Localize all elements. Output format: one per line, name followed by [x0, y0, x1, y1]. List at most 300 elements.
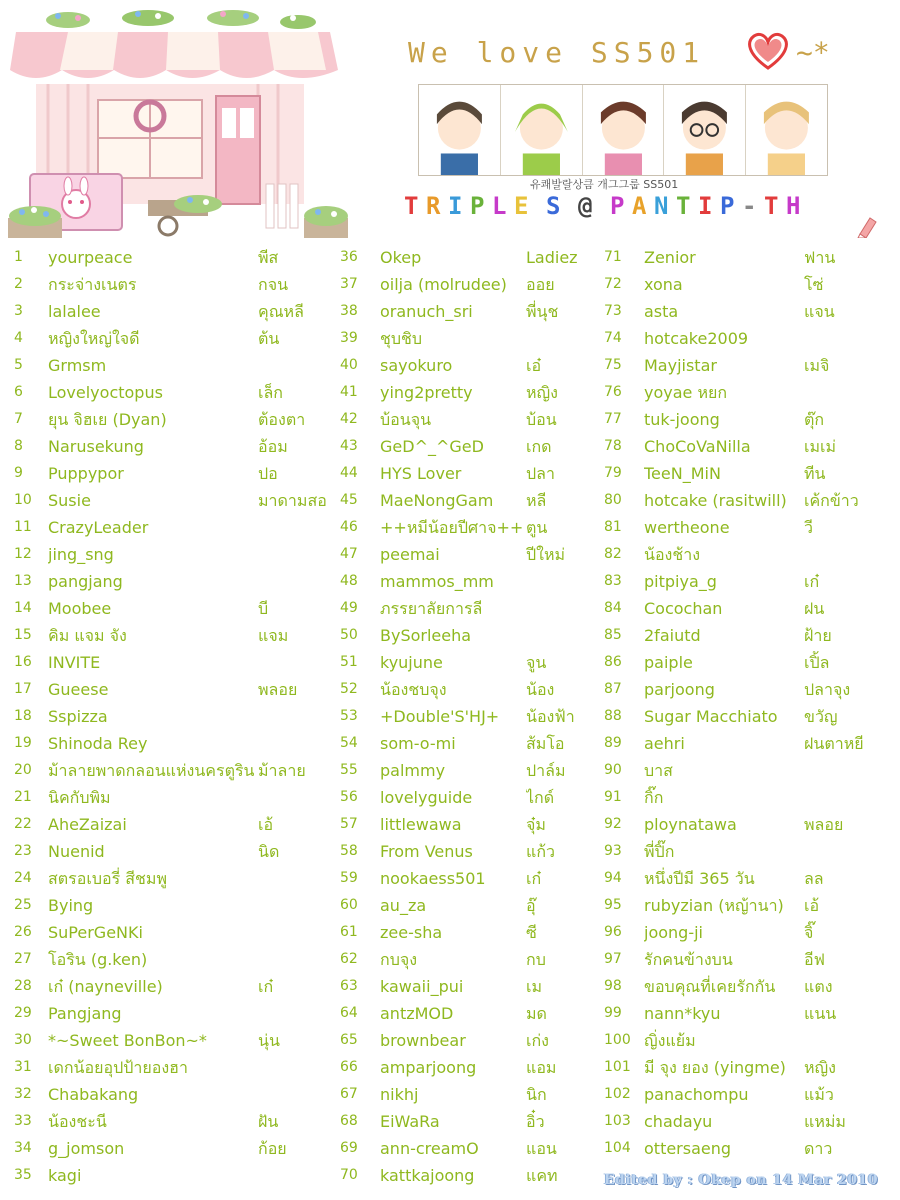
member-nickname: ก้อย: [258, 1139, 287, 1158]
member-name: Sugar Macchiato: [644, 707, 778, 726]
member-name: tuk-joong: [644, 410, 720, 429]
member-nickname: ปลาจุง: [804, 680, 851, 699]
member-nickname: นุ่น: [258, 1031, 280, 1050]
member-name: กระจ่างเนตร: [48, 275, 137, 294]
member-nickname: เปิ้ล: [804, 653, 830, 672]
member-number: 34: [14, 1140, 32, 1156]
list-item: [602, 973, 900, 1000]
member-number: 13: [14, 573, 32, 589]
member-name: หญิงใหญ่ใจดี: [48, 329, 140, 348]
portrait-3: [583, 85, 665, 175]
member-number: 61: [340, 924, 358, 940]
member-name: Narusekung: [48, 437, 144, 456]
banner-letter: -: [742, 192, 760, 220]
list-item: [602, 757, 900, 784]
member-name: ญิ่งแย้ม: [644, 1031, 696, 1050]
member-nickname: แก้ว: [526, 842, 555, 861]
member-number: 18: [14, 708, 32, 724]
list-item: [602, 433, 900, 460]
list-item: [602, 919, 900, 946]
member-name: mammos_mm: [380, 572, 494, 591]
member-nickname: ปีใหม่: [526, 545, 566, 564]
member-nickname: แคท: [526, 1166, 558, 1185]
member-name: rubyzian (หญ้านา): [644, 896, 784, 915]
member-name: ChoCoVaNilla: [644, 437, 751, 456]
list-item: [340, 703, 602, 730]
member-name: ขอบคุณที่เคยรักกัน: [644, 977, 776, 996]
member-name: Susie: [48, 491, 91, 510]
member-number: 23: [14, 843, 32, 859]
member-number: 33: [14, 1113, 32, 1129]
member-name: น้องช้าง: [644, 545, 701, 564]
member-number: 14: [14, 600, 32, 616]
member-name: Gueese: [48, 680, 109, 699]
member-nickname: ตูน: [526, 518, 548, 537]
list-item: [0, 919, 340, 946]
member-name: sayokuro: [380, 356, 453, 375]
member-name: Okep: [380, 248, 422, 267]
list-item: [602, 1054, 900, 1081]
list-item: [0, 325, 340, 352]
member-number: 63: [340, 978, 358, 994]
member-name: kawaii_pui: [380, 977, 464, 996]
member-name: เก๋ (nayneville): [48, 977, 163, 996]
member-nickname: บ้อน: [526, 410, 557, 429]
member-number: 96: [604, 924, 622, 940]
member-number: 27: [14, 951, 32, 967]
list-item: [340, 784, 602, 811]
member-name: yoyae หยก: [644, 383, 728, 402]
member-nickname: ดาว: [804, 1139, 833, 1158]
member-name: ยุน จิฮเย (Dyan): [48, 410, 167, 429]
member-number: 80: [604, 492, 622, 508]
member-name: 2faiutd: [644, 626, 701, 645]
member-number: 24: [14, 870, 32, 886]
list-item: [602, 487, 900, 514]
member-nickname: ฟาน: [804, 248, 836, 267]
list-item: [340, 757, 602, 784]
member-name: peemai: [380, 545, 440, 564]
member-name: joong-ji: [644, 923, 703, 942]
list-item: [602, 730, 900, 757]
list-item: [0, 784, 340, 811]
banner-letter: P: [610, 192, 628, 220]
member-name: amparjoong: [380, 1058, 477, 1077]
list-item: [0, 487, 340, 514]
member-number: 73: [604, 303, 622, 319]
member-number: 30: [14, 1032, 32, 1048]
members-portrait-strip: [418, 84, 828, 176]
member-number: 82: [604, 546, 622, 562]
list-item: [602, 784, 900, 811]
member-number: 7: [14, 411, 23, 427]
member-number: 81: [604, 519, 622, 535]
list-item: [602, 541, 900, 568]
member-number: 75: [604, 357, 622, 373]
member-name: SuPerGeNKi: [48, 923, 143, 942]
member-nickname: แตง: [804, 977, 833, 996]
member-number: 89: [604, 735, 622, 751]
member-nickname: เม: [526, 977, 543, 996]
member-nickname: กบ: [526, 950, 546, 969]
member-nickname: เมจิ: [804, 356, 830, 375]
member-number: 93: [604, 843, 622, 859]
banner-letter: N: [654, 192, 672, 220]
member-number: 39: [340, 330, 358, 346]
list-item: [0, 973, 340, 1000]
member-nickname: เก๋: [258, 977, 274, 996]
member-number: 35: [14, 1167, 32, 1183]
list-item: [0, 892, 340, 919]
list-item: [0, 811, 340, 838]
list-item: [0, 1054, 340, 1081]
awning: [10, 32, 338, 78]
member-name: Bying: [48, 896, 94, 915]
member-name: Zenior: [644, 248, 696, 267]
list-item: [340, 460, 602, 487]
member-nickname: เมเม่: [804, 437, 837, 456]
list-item: [0, 676, 340, 703]
member-name: lovelyguide: [380, 788, 473, 807]
member-number: 72: [604, 276, 622, 292]
member-name: asta: [644, 302, 679, 321]
list-item: [340, 379, 602, 406]
member-nickname: คุณหลี: [258, 302, 304, 321]
member-number: 3: [14, 303, 23, 319]
member-number: 49: [340, 600, 358, 616]
member-nickname: ฝนตาหยี: [804, 734, 864, 753]
list-item: [602, 1000, 900, 1027]
member-nickname: หญิง: [804, 1058, 836, 1077]
banner-letter: I: [698, 192, 716, 220]
list-item: [340, 865, 602, 892]
member-name: Puppypor: [48, 464, 124, 483]
member-nickname: ฝน: [804, 599, 825, 618]
list-item: [0, 1162, 340, 1189]
member-name: ying2pretty: [380, 383, 473, 402]
member-name: xona: [644, 275, 683, 294]
member-name: yourpeace: [48, 248, 133, 267]
member-name: AheZaizai: [48, 815, 127, 834]
list-item: [602, 568, 900, 595]
member-name: TeeN_MiN: [644, 464, 721, 483]
member-name: คิม แจม จัง: [48, 626, 127, 645]
list-item: [602, 865, 900, 892]
member-number: 20: [14, 762, 32, 778]
list-item: [602, 811, 900, 838]
member-number: 101: [604, 1059, 631, 1075]
member-name: oranuch_sri: [380, 302, 473, 321]
list-item: [0, 1081, 340, 1108]
member-number: 45: [340, 492, 358, 508]
member-nickname: น้อง: [526, 680, 555, 699]
list-item: [0, 1108, 340, 1135]
page-title: We love SS501: [408, 36, 706, 69]
member-number: 102: [604, 1086, 631, 1102]
list-item: [340, 298, 602, 325]
banner-letter: H: [786, 192, 804, 220]
list-item: [340, 622, 602, 649]
member-number: 44: [340, 465, 358, 481]
banner-letter: P: [720, 192, 738, 220]
member-number: 94: [604, 870, 622, 886]
member-nickname: พีส: [258, 248, 279, 267]
list-item: [0, 298, 340, 325]
list-item: [0, 271, 340, 298]
member-nickname: ต้องตา: [258, 410, 306, 429]
list-item: [340, 568, 602, 595]
triples-banner: [404, 192, 874, 232]
member-number: 99: [604, 1005, 622, 1021]
list-item: [602, 244, 900, 271]
member-nickname: แอน: [526, 1139, 557, 1158]
member-number: 100: [604, 1032, 631, 1048]
member-name: บ้อนจุน: [380, 410, 432, 429]
member-number: 43: [340, 438, 358, 454]
member-number: 4: [14, 330, 23, 346]
banner-letter: T: [764, 192, 782, 220]
member-name: รักคนข้างบน: [644, 950, 733, 969]
member-number: 36: [340, 249, 358, 265]
member-name: g_jomson: [48, 1139, 125, 1158]
member-number: 22: [14, 816, 32, 832]
member-number: 38: [340, 303, 358, 319]
member-number: 16: [14, 654, 32, 670]
member-name: CrazyLeader: [48, 518, 149, 537]
list-item: [340, 406, 602, 433]
banner-letter: E: [514, 192, 532, 220]
member-name: jing_sng: [48, 545, 114, 564]
member-nickname: แม้ว: [804, 1085, 834, 1104]
member-name: hotcake2009: [644, 329, 749, 348]
member-name: palmmy: [380, 761, 446, 780]
member-nickname: นิด: [258, 842, 280, 861]
list-item: [602, 838, 900, 865]
member-nickname: หลี: [526, 491, 547, 510]
member-nickname: ลล: [804, 869, 824, 888]
member-name: ม้าลายพาดกลอนแห่งนครตูริน: [48, 761, 254, 780]
roof-flowers: [46, 10, 316, 29]
list-item: [340, 1162, 602, 1189]
member-number: 68: [340, 1113, 358, 1129]
member-number: 74: [604, 330, 622, 346]
list-item: [0, 244, 340, 271]
list-item: [0, 703, 340, 730]
member-number: 92: [604, 816, 622, 832]
member-name: หนึ่งปีมี 365 วัน: [644, 869, 755, 888]
member-number: 47: [340, 546, 358, 562]
member-number: 103: [604, 1113, 631, 1129]
member-number: 57: [340, 816, 358, 832]
member-nickname: เก่ง: [526, 1031, 549, 1050]
member-nickname: เกด: [526, 437, 552, 456]
member-nickname: จูน: [526, 653, 547, 672]
list-item: [602, 325, 900, 352]
list-item: [602, 352, 900, 379]
member-number: 32: [14, 1086, 32, 1102]
heart-icon: [744, 28, 792, 72]
member-number: 76: [604, 384, 622, 400]
banner-letter: A: [632, 192, 650, 220]
member-nickname: พี่นุช: [526, 302, 559, 321]
member-number: 6: [14, 384, 23, 400]
member-number: 58: [340, 843, 358, 859]
member-number: 90: [604, 762, 622, 778]
member-number: 84: [604, 600, 622, 616]
member-nickname: เล็ก: [258, 383, 283, 402]
member-number: 42: [340, 411, 358, 427]
member-name: ann-creamO: [380, 1139, 479, 1158]
list-item: [602, 649, 900, 676]
member-name: ชุบชิบ: [380, 329, 423, 348]
member-name: antzMOD: [380, 1004, 454, 1023]
list-item: [340, 325, 602, 352]
member-list-column-3: [602, 244, 900, 1162]
member-number: 88: [604, 708, 622, 724]
list-item: [340, 487, 602, 514]
member-number: 8: [14, 438, 23, 454]
member-name: Chabakang: [48, 1085, 139, 1104]
banner-letter: @: [578, 192, 596, 220]
member-name: INVITE: [48, 653, 101, 672]
list-item: [602, 271, 900, 298]
list-item: [340, 244, 602, 271]
member-nickname: แอม: [526, 1058, 557, 1077]
member-number: 10: [14, 492, 32, 508]
member-name: ploynatawa: [644, 815, 737, 834]
list-item: [340, 892, 602, 919]
member-number: 1: [14, 249, 23, 265]
banner-letter: L: [492, 192, 510, 220]
member-name: *~Sweet BonBon~*: [48, 1031, 207, 1050]
member-number: 2: [14, 276, 23, 292]
member-number: 21: [14, 789, 32, 805]
member-number: 31: [14, 1059, 32, 1075]
member-number: 52: [340, 681, 358, 697]
member-name: zee-sha: [380, 923, 443, 942]
member-name: นิคกับพิม: [48, 788, 111, 807]
list-item: [0, 568, 340, 595]
member-name: MaeNongGam: [380, 491, 494, 510]
member-number: 86: [604, 654, 622, 670]
member-number: 46: [340, 519, 358, 535]
list-item: [0, 595, 340, 622]
list-item: [0, 946, 340, 973]
member-name: BySorleeha: [380, 626, 472, 645]
member-number: 66: [340, 1059, 358, 1075]
list-item: [602, 1081, 900, 1108]
member-number: 70: [340, 1167, 358, 1183]
member-nickname: Ladiez: [526, 248, 578, 267]
member-name: kyujune: [380, 653, 443, 672]
member-nickname: วี: [804, 518, 813, 537]
member-name: ภรรยาลัยการลี: [380, 599, 483, 618]
member-name: มี จุง ยอง (yingme): [644, 1058, 786, 1077]
member-name: Cocochan: [644, 599, 723, 618]
member-number: 41: [340, 384, 358, 400]
member-name: som-o-mi: [380, 734, 456, 753]
member-nickname: พลอย: [258, 680, 298, 699]
list-item: [340, 919, 602, 946]
crayon-icon: [856, 214, 878, 238]
member-name: น้องชะนี: [48, 1112, 107, 1131]
member-name: บาส: [644, 761, 673, 780]
portrait-caption: 유쾌발랄상큼 개그그룹 SS501: [530, 178, 679, 191]
flower-shop-illustration: [8, 4, 348, 240]
member-nickname: เก๋: [804, 572, 820, 591]
member-number: 9: [14, 465, 23, 481]
list-item: [0, 433, 340, 460]
member-number: 98: [604, 978, 622, 994]
member-nickname: มด: [526, 1004, 547, 1023]
member-nickname: ฝ้าย: [804, 626, 832, 645]
member-nickname: ออย: [526, 275, 555, 294]
member-nickname: ซี: [526, 923, 537, 942]
list-item: [602, 1135, 900, 1162]
list-item: [602, 595, 900, 622]
member-nickname: โซ่: [804, 275, 824, 294]
list-item: [602, 892, 900, 919]
member-name: น้องชบจุง: [380, 680, 447, 699]
member-number: 91: [604, 789, 622, 805]
member-name: พี่ปิ๊ก: [644, 842, 675, 861]
member-name: เดกน้อยอุปป้ายองฮา: [48, 1058, 188, 1077]
list-item: [0, 838, 340, 865]
member-nickname: นิก: [526, 1085, 547, 1104]
list-item: [602, 946, 900, 973]
portrait-4: [664, 85, 746, 175]
banner-letter: P: [470, 192, 488, 220]
member-name: oilja (molrudee): [380, 275, 507, 294]
member-list-column-1: [0, 244, 340, 1189]
list-item: [340, 676, 602, 703]
member-nickname: มาดามสอ: [258, 491, 327, 510]
member-name: hotcake (rasitwill): [644, 491, 787, 510]
member-name: paiple: [644, 653, 693, 672]
member-name: chadayu: [644, 1112, 713, 1131]
member-name: สตรอเบอรี่ สีชมพู: [48, 869, 167, 888]
list-item: [340, 811, 602, 838]
member-number: 62: [340, 951, 358, 967]
member-number: 60: [340, 897, 358, 913]
edited-by-credit: Edited by : Okep on 14 Mar 2010: [604, 1172, 879, 1188]
member-nickname: ปาล์ม: [526, 761, 566, 780]
member-number: 28: [14, 978, 32, 994]
list-item: [340, 649, 602, 676]
member-nickname: เก๋: [526, 869, 542, 888]
list-item: [340, 541, 602, 568]
list-item: [602, 703, 900, 730]
list-item: [0, 757, 340, 784]
list-item: [602, 514, 900, 541]
member-name: wertheone: [644, 518, 730, 537]
member-number: 59: [340, 870, 358, 886]
member-name: panachompu: [644, 1085, 749, 1104]
list-item: [0, 460, 340, 487]
member-nickname: หญิง: [526, 383, 558, 402]
member-name: Lovelyoctopus: [48, 383, 163, 402]
member-name: Shinoda Rey: [48, 734, 148, 753]
list-item: [340, 946, 602, 973]
member-name: kagi: [48, 1166, 82, 1185]
member-number: 71: [604, 249, 622, 265]
list-item: [340, 1108, 602, 1135]
member-nickname: ส้มโอ: [526, 734, 565, 753]
list-item: [0, 514, 340, 541]
list-item: [0, 865, 340, 892]
list-item: [0, 352, 340, 379]
list-item: [340, 1027, 602, 1054]
